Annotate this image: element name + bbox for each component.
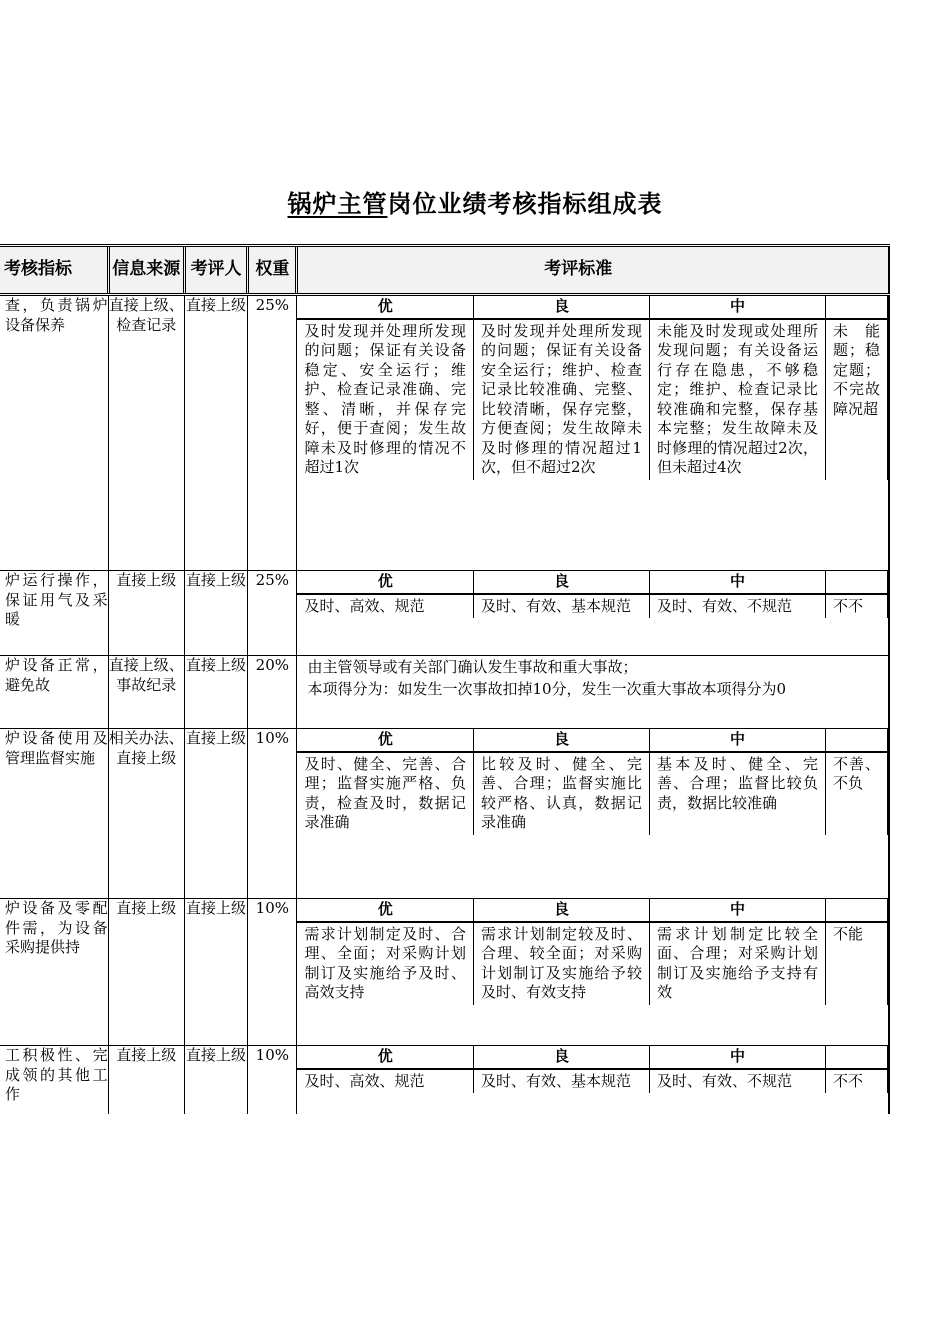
criteria-cell: [297, 899, 889, 1046]
criteria-medium: 及时、有效、不规范: [649, 594, 825, 619]
level-excellent: 优: [297, 899, 473, 922]
level-excellent: 优: [297, 1046, 473, 1069]
level-medium: 中: [649, 296, 825, 319]
source-cell: 直接上级: [108, 571, 184, 656]
level-excellent: 优: [297, 571, 473, 594]
level-excellent: 优: [297, 729, 473, 752]
accident-rule-line-1: 由主管领导或有关部门确认发生事故和重大事故；: [307, 658, 638, 676]
criteria-fifth: 不能: [825, 922, 887, 1005]
level-good: 良: [473, 571, 649, 594]
criteria-good: 及时、有效、基本规范: [473, 594, 649, 619]
source-cell: 直接上级: [108, 899, 184, 1046]
level-medium: 中: [649, 899, 825, 922]
level-medium: 中: [649, 1046, 825, 1069]
accident-rule-line-2: 本项得分为：如发生一次事故扣掉10分，发生一次重大事故本项得分为0: [307, 679, 787, 698]
indicator-cell: 炉设备正常，避免故: [0, 656, 108, 729]
criteria-fifth: 不不: [825, 1069, 887, 1094]
header-indicator: 考核指标: [0, 246, 108, 295]
criteria-cell: [297, 571, 889, 656]
table-row: [0, 899, 889, 1046]
level-fifth: [825, 899, 887, 922]
level-fifth: [825, 729, 887, 752]
criteria-excellent: 及时发现并处理所发现的问题；保证有关设备稳定、安全运行；维护、检查记录准确、完整、清晰，并保存完好，便于查阅；发生故障未及时修理的情况不超过1次: [297, 319, 473, 480]
table-row: [0, 571, 889, 656]
source-cell: 相关办法、直接上级: [108, 729, 184, 899]
criteria-good: 需求计划制定较及时、合理、较全面；对采购计划制订及实施给予较及时、有效支持: [473, 922, 649, 1005]
level-fifth: [825, 1046, 887, 1069]
table-row: [0, 1046, 889, 1115]
criteria-fifth: 不善、不负: [825, 752, 887, 835]
reviewer-cell: 直接上级: [184, 729, 247, 899]
table-row: [0, 729, 889, 899]
assessment-table: [0, 244, 890, 1114]
criteria-grid: [297, 296, 888, 480]
level-good: 良: [473, 296, 649, 319]
weight-cell: 10%: [248, 1046, 297, 1115]
source-cell: 直接上级、事故纪录: [108, 656, 184, 729]
page-title: [0, 184, 950, 219]
criteria-cell: [297, 729, 889, 899]
weight-cell: 25%: [248, 571, 297, 656]
weight-cell: 10%: [248, 899, 297, 1046]
header-source: 信息来源: [108, 246, 184, 295]
table-row: [0, 295, 889, 571]
table-viewport: [0, 244, 950, 1114]
level-medium: 中: [649, 571, 825, 594]
header-reviewer: 考评人: [184, 246, 247, 295]
level-good: 良: [473, 899, 649, 922]
level-excellent: 优: [297, 296, 473, 319]
reviewer-cell: 直接上级: [184, 295, 247, 571]
header-row: [0, 246, 889, 295]
criteria-medium: 未能及时发现或处理所发现问题；有关设备运行存在隐患，不够稳定；维护、检查记录比较准确和完整，保存基本完整；发生故障未及时修理的情况超过2次，但未超过4次: [649, 319, 825, 480]
indicator-cell: 工积极性、完成领的其他工作: [0, 1046, 108, 1115]
indicator-cell: 炉运行操作，保证用气及采暖: [0, 571, 108, 656]
criteria-grid: [297, 729, 888, 835]
criteria-cell: [297, 1046, 889, 1115]
criteria-medium: 及时、有效、不规范: [649, 1069, 825, 1094]
source-cell: 直接上级、检查记录: [108, 295, 184, 571]
criteria-fifth: 未能题；稳定题；不完故障况超: [825, 319, 887, 480]
criteria-good: 比较及时、健全、完善、合理；监督实施比较严格、认真，数据记录准确: [473, 752, 649, 835]
criteria-excellent: 需求计划制定及时、合理、全面；对采购计划制订及实施给予及时、高效支持: [297, 922, 473, 1005]
level-good: 良: [473, 729, 649, 752]
criteria-grid: [297, 571, 888, 618]
level-fifth: [825, 571, 887, 594]
criteria-medium: 需求计划制定比较全面、合理；对采购计划制订及实施给予支持有效: [649, 922, 825, 1005]
title-rest: 岗位业绩考核指标组成表: [387, 189, 663, 218]
level-medium: 中: [649, 729, 825, 752]
header-criteria: 考评标准: [297, 246, 889, 295]
criteria-fifth: 不不: [825, 594, 887, 619]
reviewer-cell: 直接上级: [184, 1046, 247, 1115]
criteria-cell: [297, 295, 889, 571]
weight-cell: 25%: [248, 295, 297, 571]
weight-cell: 20%: [248, 656, 297, 729]
criteria-cell: [297, 656, 889, 729]
weight-cell: 10%: [248, 729, 297, 899]
table-row: [0, 656, 889, 729]
criteria-excellent: 及时、高效、规范: [297, 594, 473, 619]
indicator-cell: 炉设备及零配件需，为设备采购提供持: [0, 899, 108, 1046]
criteria-excellent: 及时、健全、完善、合理；监督实施严格、负责，检查及时，数据记录准确: [297, 752, 473, 835]
reviewer-cell: 直接上级: [184, 899, 247, 1046]
title-underlined-part: 锅炉主管: [287, 189, 388, 218]
level-fifth: [825, 296, 887, 319]
criteria-excellent: 及时、高效、规范: [297, 1069, 473, 1094]
indicator-cell: 查，负责锅炉设备保养: [0, 295, 108, 571]
reviewer-cell: 直接上级: [184, 656, 247, 729]
reviewer-cell: 直接上级: [184, 571, 247, 656]
criteria-grid: [297, 899, 888, 1005]
level-good: 良: [473, 1046, 649, 1069]
header-weight: 权重: [248, 246, 297, 295]
criteria-good: 及时发现并处理所发现的问题；保证有关设备安全运行；维护、检查记录比较准确、完整、比较清晰，保存完整，方便查阅；发生故障未及时修理的情况超过1次，但不超过2次: [473, 319, 649, 480]
source-cell: 直接上级: [108, 1046, 184, 1115]
criteria-grid: [297, 1046, 888, 1093]
criteria-good: 及时、有效、基本规范: [473, 1069, 649, 1094]
criteria-medium: 基本及时、健全、完善、合理；监督比较负责，数据比较准确: [649, 752, 825, 835]
indicator-cell: 炉设备使用及管理监督实施: [0, 729, 108, 899]
